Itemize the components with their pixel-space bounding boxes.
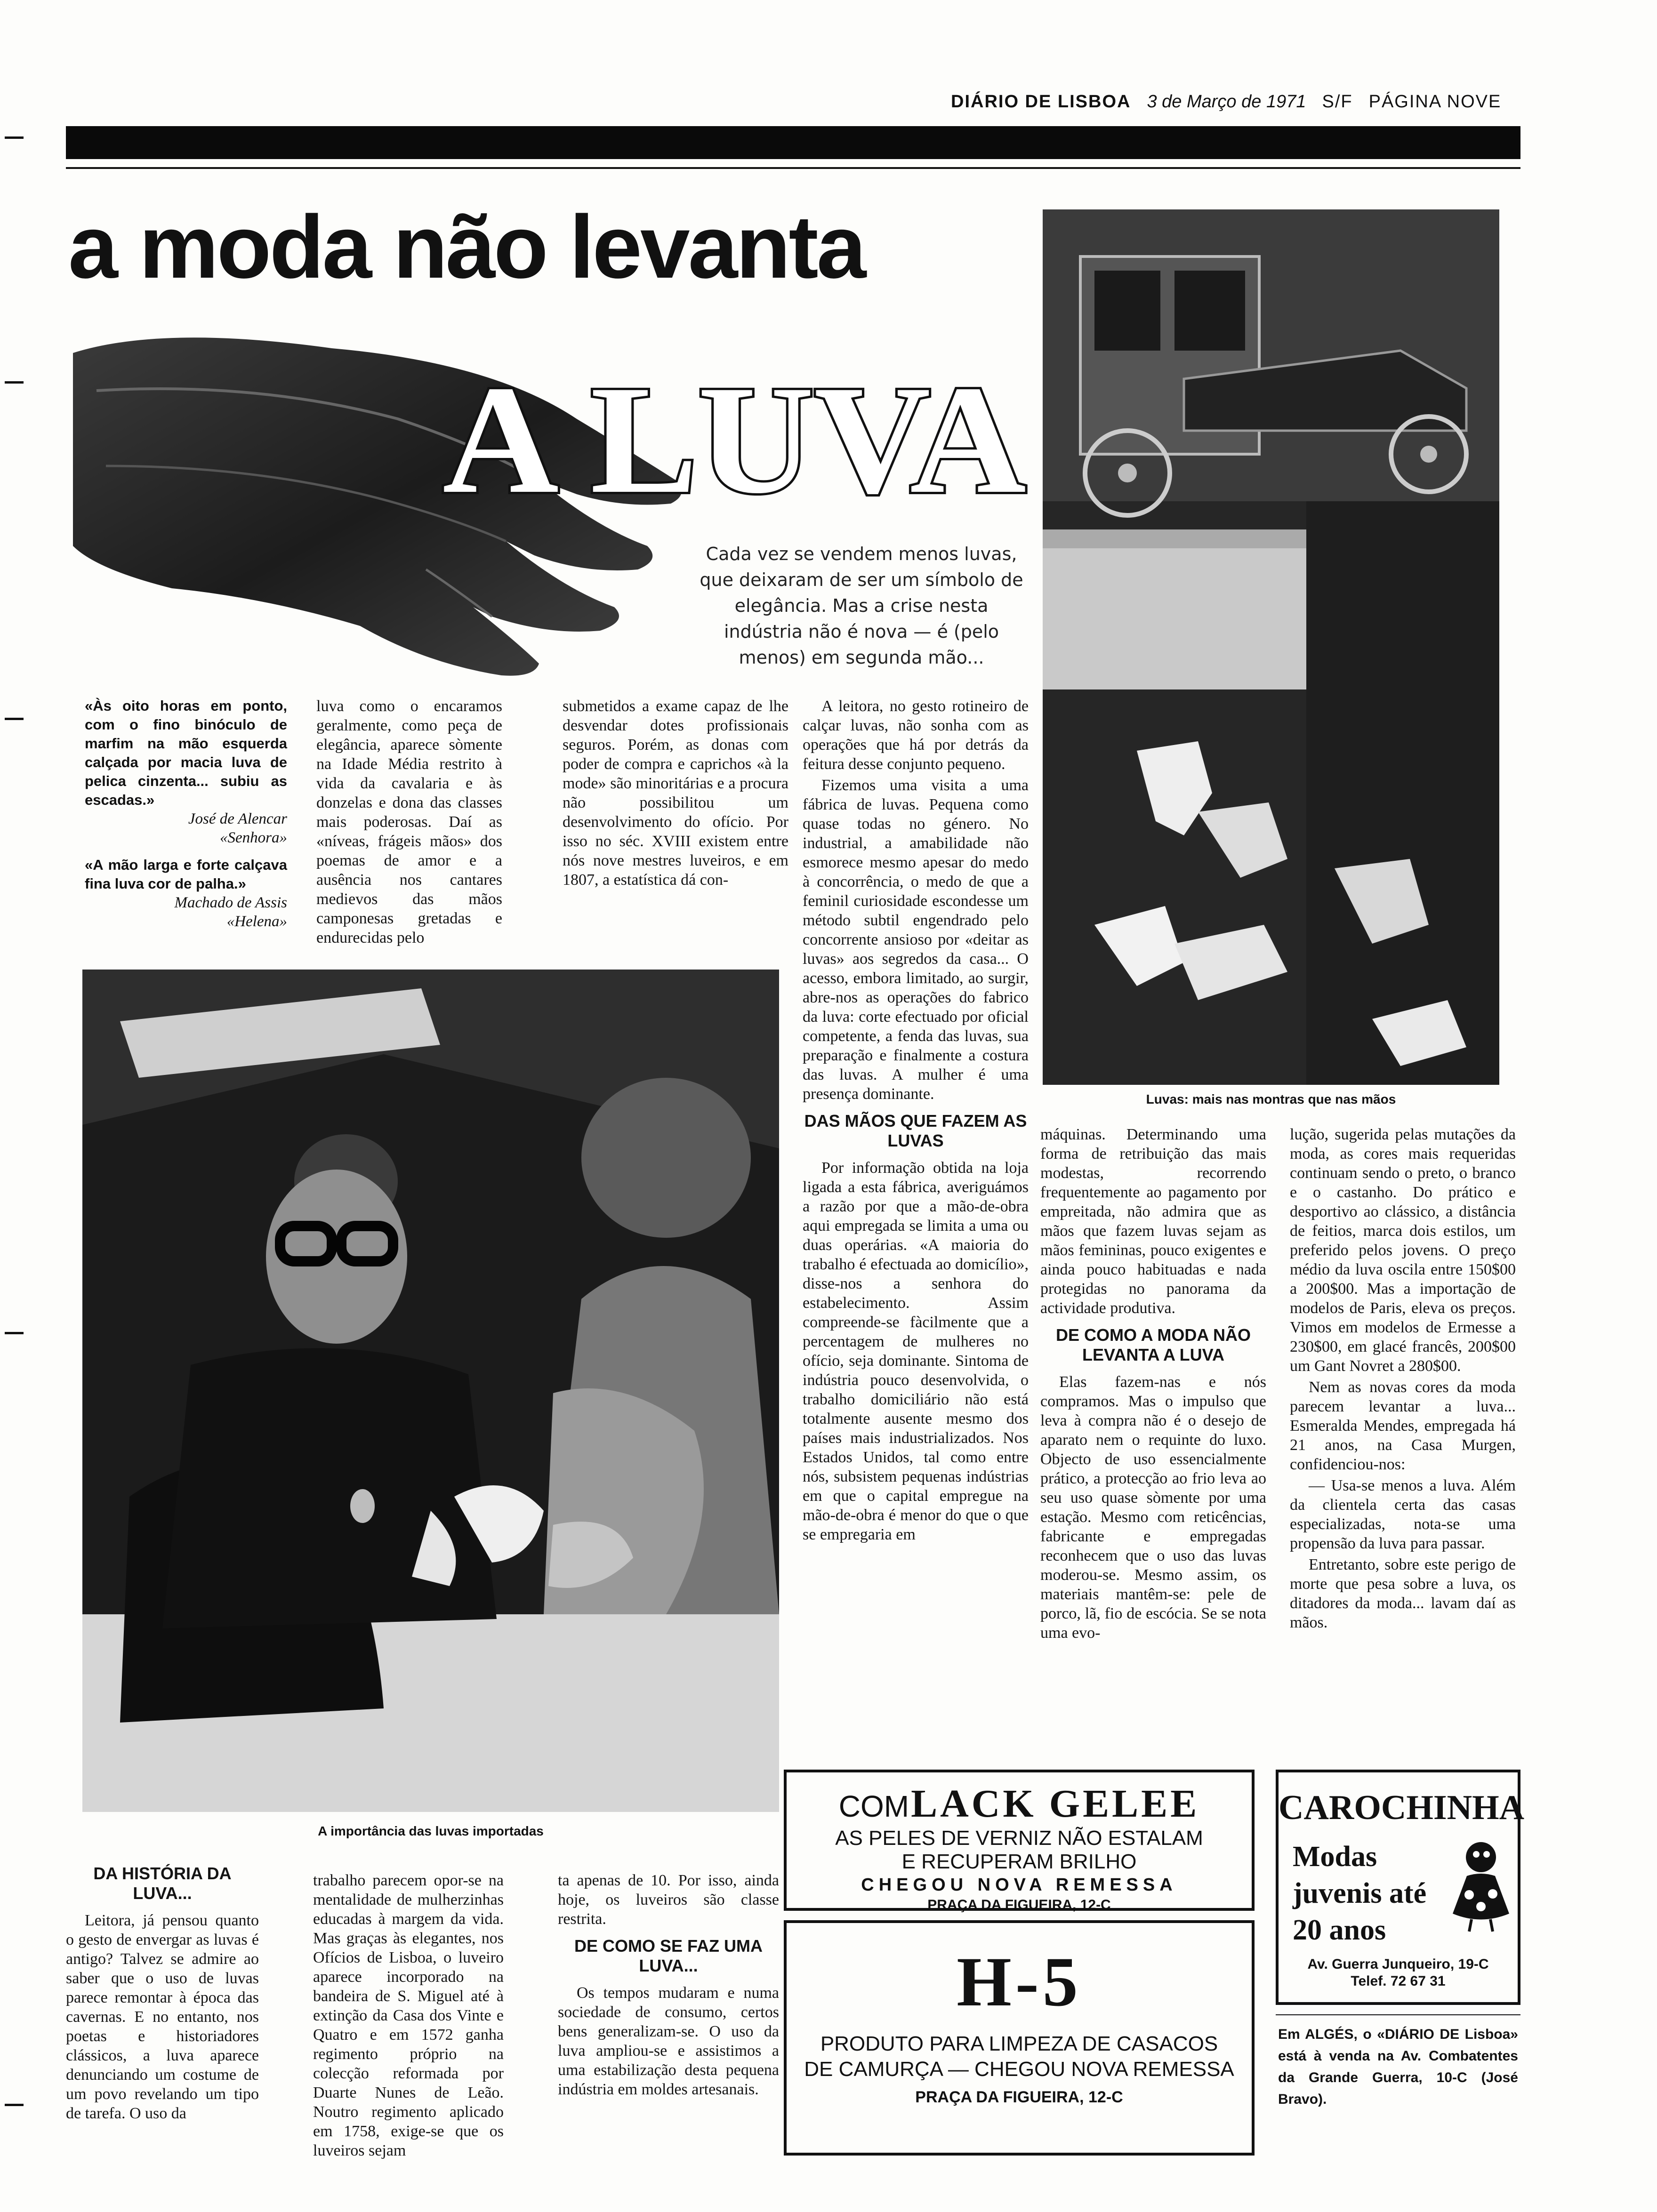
car-photo-art [1043, 209, 1499, 1085]
scan-mark [5, 381, 24, 384]
photo-car-shop-window [1043, 209, 1499, 1085]
article-column-6 [1290, 1125, 1516, 1634]
col5-para-2: Elas fazem-nas e nós compramos. Mas o impulso que leva à compra não é o desejo de aparato nem o requinte do luxo. Objecto de uso essencialmente prático, a protecção ao frio leva ao seu uso quase sòmente por uma estação. Mesmo com reticências, fabricante e empregadas reconhecem que o uso das luvas moderou-se. Mesmo assim, os materiais mantêm-se: pele de porco, lã, fio de escócia. Se se nota uma evo- [1040, 1373, 1266, 1642]
scan-mark [5, 136, 24, 139]
headline: a moda não levanta [68, 197, 865, 297]
col2-text: luva como o encaramos geralmente, como peça de elegância, aparece sòmente na Idade Média restrito à vida da cavalaria e às donzelas e dona das classes mais poderosas. Daí as «níveas, frágeis mãos» dos poemas de amor e a ausência nos cantares medievos das mãos camponesas gretadas e endurecidas pelo [316, 697, 502, 946]
subhead-maos: DAS MÃOS QUE FAZEM AS LUVAS [804, 1111, 1027, 1150]
article-bottom-column-2 [313, 1871, 504, 2162]
col4-para-1: A leitora, no gesto rotineiro de calçar luvas, não sonha com as operações que há por detrás da feitura desse conjunto pequeno. [803, 697, 1029, 773]
alges-rule [1276, 2014, 1520, 2015]
scan-mark [5, 1332, 24, 1334]
lead-paragraph: Cada vez se vendem menos luvas, que deixaram de ser um símbolo de elegância. Mas a crise nesta indústria não é nova — é (pelo menos) em segunda mão... [700, 544, 1023, 668]
ad-h5-line1: PRODUTO PARA LIMPEZA DE CASACOS [820, 2032, 1218, 2055]
luva-title [438, 362, 1031, 508]
alges-notice: Em ALGÉS, o «DIÁRIO DE Lisboa» está à venda na Av. Combatentes da Grande Guerra, 10-C (José Bravo). [1278, 2027, 1518, 2107]
left-photo-caption: A importância das luvas importadas [318, 1824, 544, 1838]
masthead [951, 92, 1520, 115]
col5-para-1: máquinas. Determinando uma forma de retribuição das mais modestas, recorrendo frequentemente ao pagamento por empreitada, não admira que as mãos que fazem luvas sejam as mãos femininas, pouco exigentes e ainda pouco habituadas e nada protegidas no panorama da actividade produtiva. [1040, 1126, 1266, 1317]
page-number: PÁGINA NOVE [1368, 92, 1502, 112]
article-column-4 [803, 697, 1029, 1546]
quote-2-author: Machado de Assis [174, 894, 287, 911]
quote-1-work: «Senhora» [220, 829, 287, 846]
ad-carochinha-line2: juvenis até [1293, 1877, 1427, 1909]
photo-glove-shop [82, 970, 779, 1812]
ad-lack-line2: E RECUPERAM BRILHO [901, 1850, 1137, 1873]
ad-h5-line2: DE CAMURÇA — CHEGOU NOVA REMESSA [804, 2058, 1234, 2081]
ad-carochinha-line1: Modas [1293, 1841, 1377, 1873]
col6-para-1: lução, sugerida pelas mutações da moda, as cores mais requeridas continuam sendo o preto, o branco e o castanho. Do prático e desportivo ao clássico, a distância de feitios, marca dois estilos, um preferido pelos jovens. O preço médio da luva oscila entre 150$00 a 200$00. Mas a importação de modelos de Paris, eleva os preços. Vimos em modelos de Ermesse a 230$00, em glacé francês, 200$00 um Gant Novret a 280$00. [1290, 1126, 1516, 1375]
ladybug-girl-icon [1448, 1838, 1514, 1932]
right-photo-caption: Luvas: mais nas montras que nas mãos [1146, 1092, 1396, 1106]
ad-lack-prefix: COM [838, 1789, 909, 1823]
col6-para-3: — Usa-se menos a luva. Além da clientela certa das casas especializadas, nota-se uma propensão da luva para passar. [1290, 1477, 1516, 1552]
article-bottom-column-3 [558, 1871, 779, 2101]
article-bottom-column-1 [66, 1864, 259, 2125]
subhead-moda: DE COMO A MODA NÃO LEVANTA A LUVA [1056, 1325, 1251, 1364]
col4-para-2: Fizemos uma visita a uma fábrica de luvas. Pequena como quase todas no género. No industrial, a amabilidade não esmorece mesmo apesar do medo à concorrência, o medo de que a feminil curiosidade escondesse um método subtil engendrado pelo concorrente ansioso por «deitar as luvas» aos segredos da casa... O acesso, embora limitado, ao surgir, abre-nos as operações do fabrico da luva: corte efectuado por oficial competente, a fenda das luvas, sua preparação e finalmente a costura das luvas. A mulher é uma presença dominante. [803, 777, 1029, 1103]
scan-mark [5, 2104, 24, 2106]
epigraph-quotes [85, 697, 287, 939]
header-black-bar [66, 126, 1520, 159]
ad-carochinha-body [1279, 1829, 1518, 1947]
issue-date: 3 de Março de 1971 [1147, 92, 1306, 112]
quote-1-author: José de Alencar [188, 810, 287, 827]
ad-lack-brand-row [787, 1781, 1252, 1827]
ad-carochinha-lines [1293, 1838, 1426, 1948]
col4-para-3: Por informação obtida na loja ligada a esta fábrica, averiguámos a razão por que a mão-de-obra aqui empregada se limita a uma ou duas operárias. «A maioria do trabalho é efectuada ao domicílio», disse-nos a senhora do estabelecimento. Assim compreende-se fàcilmente que a percentagem de mulheres no ofício, seja dominante. Sintoma de indústria pouco desenvolvida, o trabalho domiciliário não está totalmente ausente mesmo dos países mais industrializados. Nos Estados Unidos, tal como entre nós, subsistem pequenas indústrias em que o capital empregue na mão-de-obra é menor do que o que se empregaria em [803, 1159, 1029, 1543]
ad-carochinha-line3: 20 anos [1293, 1914, 1386, 1946]
ad-lack-gelee [784, 1770, 1255, 1911]
article-column-3 [563, 697, 788, 891]
quote-2-work: «Helena» [226, 913, 287, 930]
ad-h5-address: PRAÇA DA FIGUEIRA, 12-C [915, 2088, 1123, 2106]
ad-lack-line1: AS PELES DE VERNIZ NÃO ESTALAM [835, 1827, 1203, 1850]
scan-mark [5, 718, 24, 720]
shop-photo-art [82, 970, 779, 1812]
subhead-faz: DE COMO SE FAZ UMA LUVA... [574, 1936, 763, 1975]
ad-carochinha-phone: Telef. 72 67 31 [1351, 1973, 1446, 1989]
paper-name: DIÁRIO DE LISBOA [951, 92, 1131, 112]
article-column-2 [316, 697, 502, 949]
quote-1-text: «Às oito horas em ponto, com o fino binóculo de marfim na mão esquerda calçada por macia luva de pelica cinzenta... subiu as escadas.» [85, 697, 287, 808]
luva-title-text: A LUVA [442, 362, 1026, 508]
ad-carochinha-brand: CAROCHINHA [1279, 1788, 1525, 1827]
ad-lack-address: PRAÇA DA FIGUEIRA, 12-C [927, 1897, 1111, 1913]
article-column-5 [1040, 1125, 1266, 1644]
ad-lack-brand: LACK GELEE [911, 1782, 1200, 1826]
ad-carochinha-address: Av. Guerra Junqueiro, 19-C [1307, 1956, 1489, 1972]
bottom3-para-2: Os tempos mudaram e numa sociedade de consumo, certos bens generalizam-se. O uso da luva ampliou-se e assistimos a uma estabilização desta pequena indústria em moldes artesanais. [558, 1984, 779, 2098]
bottom3-para-1: ta apenas de 10. Por isso, ainda hoje, os luveiros são classe restrita. [558, 1872, 779, 1928]
ad-carochinha [1276, 1770, 1525, 2005]
col3-text: submetidos a exame capaz de lhe desvendar dotes profissionais seguros. Porém, as donas com poder de compra e caprichos «à la mode» são minoritárias e a procura não possibilitou um desenvolvimento do ofício. Por isso no séc. XVIII existem entre nós nove mestres luveiros, e em 1807, a estatística dá con- [563, 697, 788, 889]
subhead-historia: DA HISTÓRIA DA LUVA... [93, 1864, 232, 1903]
bottom1-text: Leitora, já pensou quanto o gesto de envergar as luvas é antigo? Talvez se admire ao saber que o uso de luvas parece remontar à época das cavernas. E no entanto, nos poetas e historiadores clássicos, a luva aparece denunciando um costume de um povo revelando um tipo de tarefa. O uso da [66, 1912, 259, 2122]
ad-h5 [784, 1920, 1255, 2156]
ad-lack-line3: CHEGOU NOVA REMESSA [861, 1875, 1177, 1895]
ad-h5-brand: H-5 [957, 1943, 1082, 2021]
col6-para-4: Entretanto, sobre este perigo de morte que pesa sobre a luva, os ditadores da moda... lavam daí as mãos. [1290, 1556, 1516, 1631]
header-rule [66, 167, 1520, 169]
col6-para-2: Nem as novas cores da moda parecem levantar a luva... Esmeralda Mendes, empregada há 21 anos, na Casa Murgen, confidenciou-nos: [1290, 1378, 1516, 1473]
bottom2-text: trabalho parecem opor-se na mentalidade de mulherzinhas educadas à margem da vida. Mas graças às elegantes, nos Ofícios de Lisboa, o luveiro aparece incorporado na bandeira de S. Miguel até à extinção da Casa dos Vinte e Quatro e em 1572 ganha regimento próprio na colecção reformada por Duarte Nunes de Leão. Noutro regimento aplicado em 1758, exige-se que os luveiros sejam [313, 1872, 504, 2159]
section-code: S/F [1322, 92, 1353, 112]
quote-2-text: «A mão larga e forte calçava fina luva cor de palha.» [85, 857, 287, 892]
